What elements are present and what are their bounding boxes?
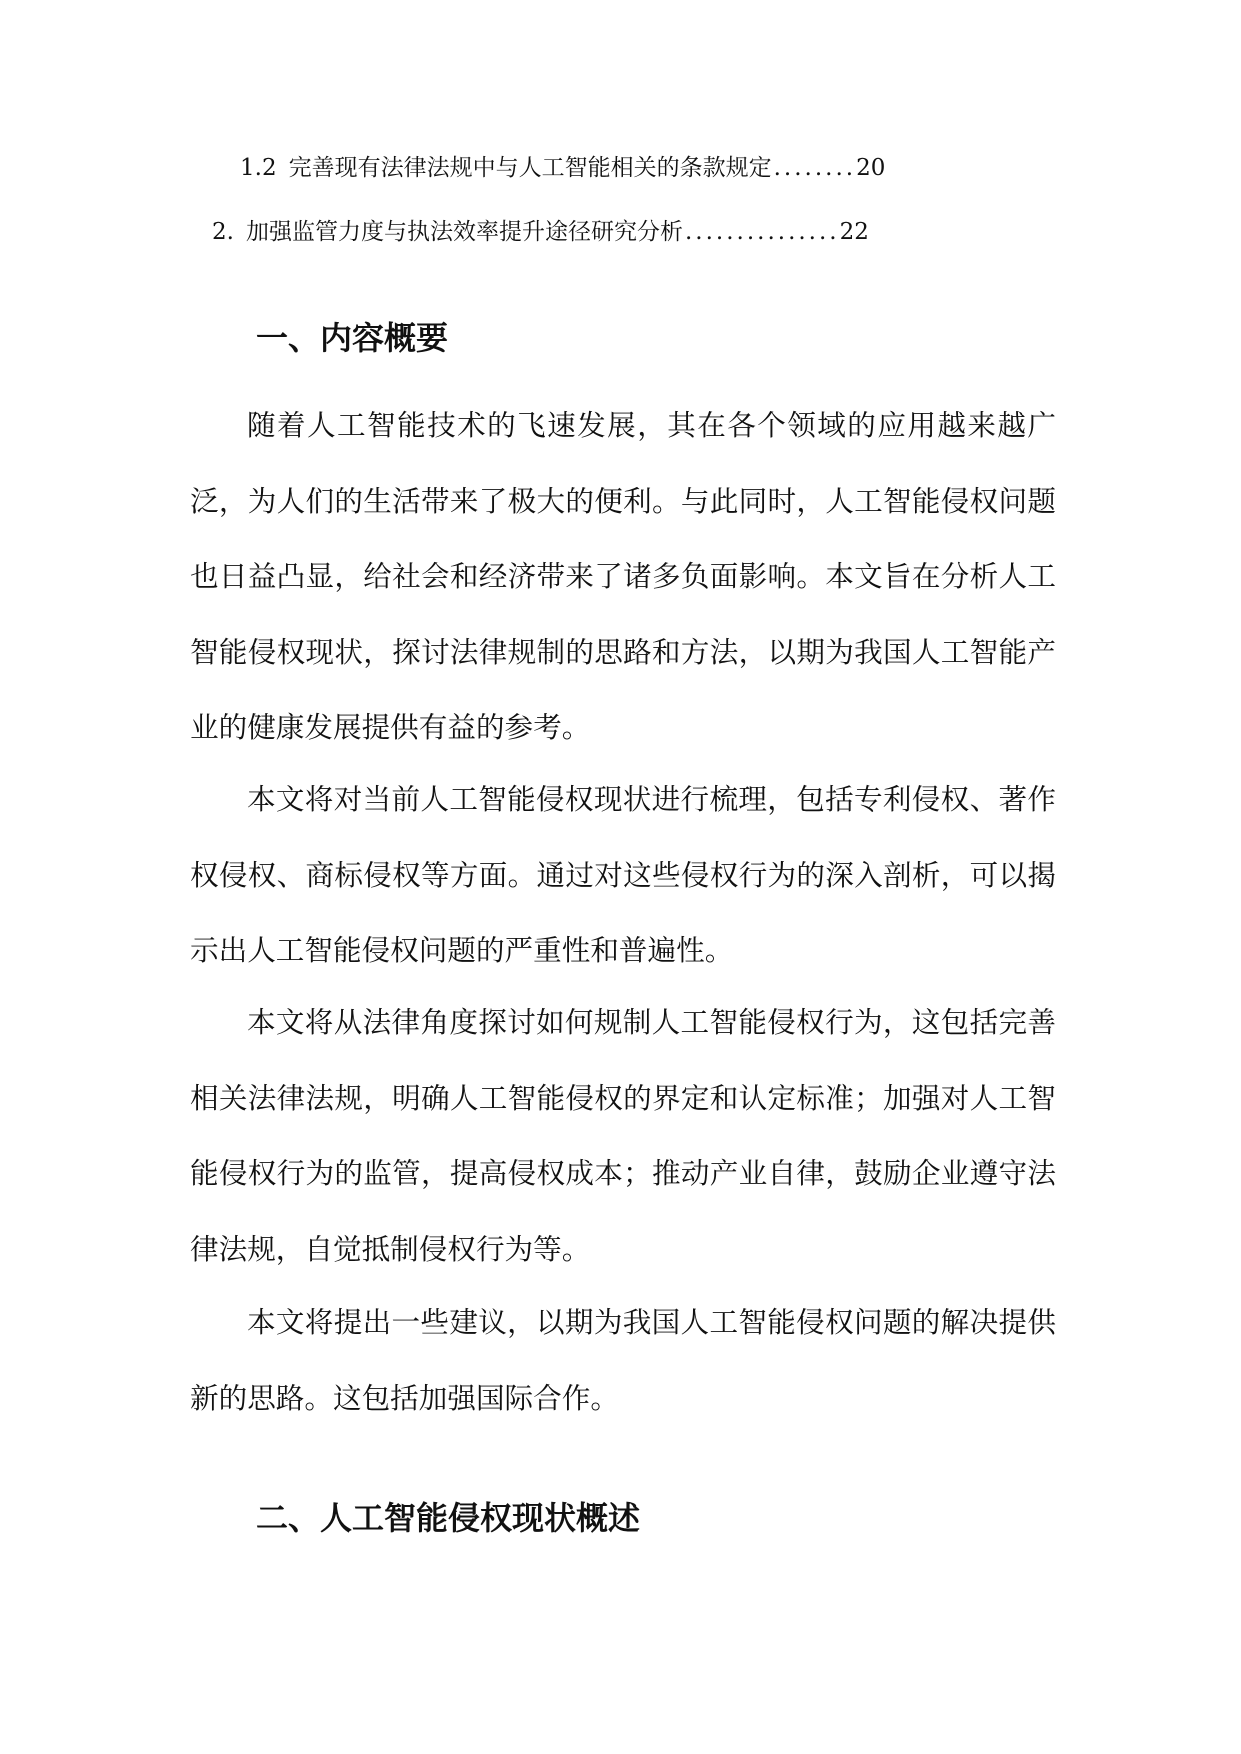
section-heading-status: 二、人工智能侵权现状概述 bbox=[256, 1499, 641, 1537]
body-paragraph: 随着人工智能技术的飞速发展，其在各个领域的应用越来越广泛，为人们的生活带来了极大的便利。与此同时，人工智能侵权问题也日益凸显，给社会和经济带来了诸多负面影响。本文旨在分析人工智能侵权现状，探讨法律规制的思路和方法，以期为我国人工智能产业的健康发展提供有益的参考。 bbox=[190, 408, 1056, 744]
body-paragraph: 本文将从法律角度探讨如何规制人工智能侵权行为，这包括完善相关法律法规，明确人工智能侵权的界定和认定标准；加强对人工智能侵权行为的监管，提高侵权成本；推动产业自律，鼓励企业遵守法律法规，自觉抵制侵权行为等。 bbox=[190, 1005, 1056, 1266]
toc-entry[interactable] bbox=[212, 212, 942, 252]
toc-entry[interactable] bbox=[240, 148, 940, 188]
toc-entry-title: 完善现有法律法规中与人工智能相关的条款规定 bbox=[288, 155, 772, 181]
toc-entry-leader: ............... bbox=[684, 219, 840, 245]
body-paragraph: 本文将提出一些建议，以期为我国人工智能侵权问题的解决提供新的思路。这包括加强国际合作。 bbox=[190, 1305, 1056, 1415]
toc-entry-number: 2. bbox=[212, 219, 234, 245]
section-heading-overview: 一、内容概要 bbox=[256, 319, 449, 357]
body-paragraph: 本文将对当前人工智能侵权现状进行梳理，包括专利侵权、著作权侵权、商标侵权等方面。通过对这些侵权行为的深入剖析，可以揭示出人工智能侵权问题的严重性和普遍性。 bbox=[190, 782, 1056, 967]
toc-entry-page: 20 bbox=[856, 155, 886, 181]
toc-entry-number: 1.2 bbox=[240, 155, 277, 181]
toc-entry-title: 加强监管力度与执法效率提升途径研究分析 bbox=[245, 219, 683, 245]
toc-entry-leader: ........ bbox=[773, 155, 857, 181]
toc-entry-page: 22 bbox=[839, 219, 869, 245]
